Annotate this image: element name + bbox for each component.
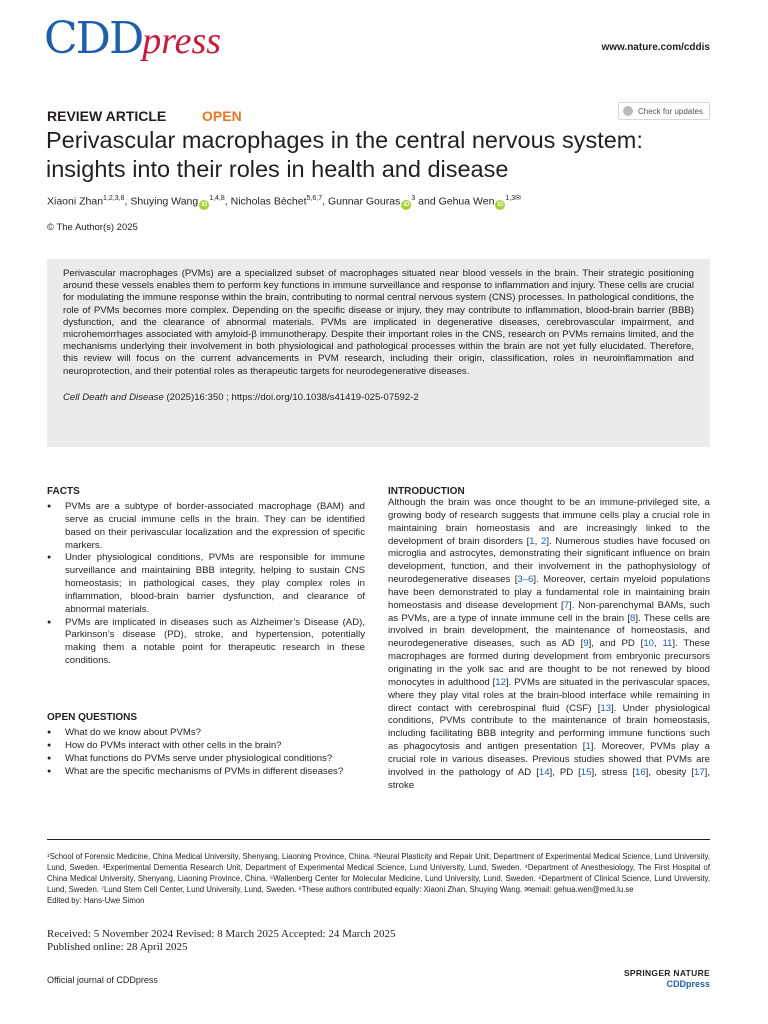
published-date: Published online: 28 April 2025 [47,941,188,953]
reference-link[interactable]: 1 [585,741,591,753]
orcid-icon[interactable]: iD [201,201,208,208]
author-name[interactable]: Shuying Wang [130,195,199,208]
facts-heading: FACTS [47,486,80,497]
reference-link[interactable]: 12 [495,676,506,688]
reference-link[interactable]: 10 [643,638,654,650]
reference-link[interactable]: 7 [563,599,570,611]
right-column [388,486,710,792]
orcid-icon[interactable]: iD [403,201,410,208]
reference-link[interactable]: 11 [662,638,673,650]
reference-link[interactable]: 15 [580,766,592,778]
intro-text-segment: ]. PVMs are situated in the perivascular spaces, where they play vital roles at the brain-blood interface while remaining in direct contact with cerebrospinal fluid (CSF) [ [388,676,710,714]
reference-link[interactable]: 2 [541,535,547,547]
logo-sub: press [142,20,222,62]
reference-link[interactable]: 3–6 [517,574,534,586]
author-name[interactable]: Gehua Wen [438,195,495,208]
author-list: Xiaoni Zhan$^{1,2,3,8}$, Shuying Wang iD$^{1,4,8}$, Nicholas Bèchet$^{5,6,7}$, Gunnar Gouras $iD^3$ and Gehua Wen $iD^{1,3✉}$ [47,195,522,208]
citation-doi[interactable]: (2025)16:350 ; https://doi.org/10.1038/s41419-025-07592-2 [163,391,419,403]
reference-link[interactable]: 17 [693,766,705,778]
list-item: ● PVMs are a subtype of border-associated macrophage (BAM) and serve as crucial immune cells in the brain. They can be identified based on their perivascular localization and the expression of specific markers. [47,501,365,552]
article-type: REVIEW ARTICLE [47,108,167,124]
reference-link[interactable]: 16 [634,766,646,778]
reference-link[interactable]: 14 [538,766,550,778]
publisher-bottom: CDDpress [666,979,710,989]
reference-link[interactable]: 9 [583,638,589,650]
citation-line [63,392,694,403]
reference-link[interactable]: 13 [600,702,612,714]
intro-text-segment: , [534,535,541,547]
abstract-box [47,259,710,447]
journal-logo [44,14,221,64]
article-dates [47,928,396,954]
reference-link[interactable]: 1 [529,535,535,547]
reference-link[interactable]: 8 [630,612,636,624]
refresh-icon [623,106,633,116]
intro-text-segment: ]. Numerous studies have focused on microglia and astrocytes, demonstrating their significant influence on brain development, function, and their involvement in the pathophysiology of neurodegenerative diseases [ [388,535,710,586]
intro-text-segment: ], stress [ [591,766,635,778]
affiliation-text: ¹School of Forensic Medicine, China Medical University, Shenyang, Liaoning Province, China. ²Neural Plasticity and Repair Unit, Department of Experimental Medical Science, Lund University, Lund, Sweden. ³Experimental Dementia Research Unit, Department of Experimental Medical Science, Lund University, Lund, Sweden. ⁴Department of Anesthesiology, The First Hospital of China Medical University, Shenyang, Liaoning Province, China. ⁵Wallenberg Center for Molecular Medicine, Lund University, Lund, Sweden. ⁶Department of Clinical Science, Lund University, Lund, Sweden. ⁷Lund Stem Cell Center, Lund University, Lund, Sweden. ⁸These authors contributed equally: Xiaoni Zhan, Shuying Wang. ✉email: gehua.wen@med.lu.se [47,852,710,894]
left-column [47,486,365,778]
intro-text-segment: ]. Non-parenchymal BAMs, such as PVMs, are a type of innate immune cell in the brain [ [388,599,710,624]
intro-text-segment: ], PD [ [549,766,581,778]
list-item: ● What are the specific mechanisms of PVMs in different diseases? [47,766,365,779]
site-url-link[interactable]: www.nature.com/cddis [601,42,710,53]
intro-text-segment: Although the brain was once thought to be an immune-privileged site, a growing body of research suggests that immune cells play a crucial role in maintaining brain homeostasis and are increasingly linked to the development of brain disorders [ [388,497,710,547]
footnote-divider [47,839,710,840]
copyright: © The Author(s) 2025 [47,222,138,233]
list-item: ● How do PVMs interact with other cells in the brain? [47,740,365,753]
title-line: insights into their roles in health and disease [46,156,509,182]
open-questions-heading: OPEN QUESTIONS [47,711,138,723]
open-questions-list [47,727,365,778]
journal-note: Official journal of CDDpress [47,975,158,985]
introduction-text [388,497,710,792]
list-item: ● What do we know about PVMs? [47,727,365,740]
intro-text-segment: ], and PD [ [588,638,644,650]
author-name[interactable]: Xiaoni Zhan [47,195,104,208]
introduction-heading: INTRODUCTION [388,486,465,497]
list-item: ● Under physiological conditions, PVMs are responsible for immune surveillance and maintaining BBB integrity, helping to sustain CNS homeostasis; in pathological cases, they play complex roles in inflammation, blood-brain barrier dysfunction, and clearance of abnormal materials. [47,552,365,616]
intro-text-segment: ]. Under physiological conditions, PVMs contribute to the maintenance of brain homeostasis, including facilitating BBB integrity and performing immune functions such as phagocytosis and antigen presentation [ [388,702,710,753]
publisher-top: SPRINGER NATURE [623,968,710,978]
intro-text-segment: , [653,638,663,650]
author-name[interactable]: Nicholas Bèchet [230,195,307,208]
check-updates-label: Check for updates [638,106,703,116]
orcid-icon[interactable]: iD [497,201,504,208]
article-title [46,126,726,184]
intro-text-segment: ]. Moreover, certain myeloid populations have been demonstrated to play a fundamental role in maintaining brain homeostasis and disease development [ [388,574,711,611]
author-name[interactable]: Gunnar Gouras [327,195,401,208]
intro-text-segment: ], obesity [ [645,766,694,778]
citation-journal: Cell Death and Disease [63,391,164,403]
check-updates-button[interactable] [618,102,710,120]
list-item: ● PVMs are implicated in diseases such as Alzheimer’s Disease (AD), Parkinson’s disease (PD), stroke, and hypertension, potentially making them a notable point for therapeutic research in these conditions. [47,617,365,668]
received-dates: Received: 5 November 2024 Revised: 8 March 2025 Accepted: 24 March 2025 [47,928,396,940]
publisher-logo [624,968,710,990]
edited-by: Edited by: Hans-Uwe Simon [47,896,145,905]
intro-text-segment: ]. These macrophages are formed during development from embryonic precursors originating in the yolk sac and are thought to be not renewed by blood monocytes in adulthood [ [388,638,711,688]
affiliations [47,851,710,906]
title-line: Perivascular macrophages in the central nervous system: [46,127,643,153]
list-item: ● What functions do PVMs serve under physiological conditions? [47,753,365,766]
intro-text-segment: ]. Moreover, PVMs play a crucial role in various diseases. Previous studies showed that PVMs are involved in the pathology of AD [ [388,741,710,778]
open-access-label: OPEN [202,108,242,124]
intro-text-segment: ], stroke [388,766,710,791]
intro-text-segment: ]. These cells are involved in brain development, the maintenance of homeostasis, and neurodegenerative diseases, such as AD [ [388,612,710,650]
abstract-text: Perivascular macrophages (PVMs) are a specialized subset of macrophages situated near blood vessels in the brain. Their strategic positioning around these vessels enables them to perform key functions in immune surveillance and response to inflammation and injury. These cells are crucial for modulating the immune response within the brain, contributing to normal central nervous system (CNS) processes. In pathological conditions, the role of PVMs becomes more complex. Depending on the specific disease or injury, they may contribute to inflammation, blood-brain barrier (BBB) dysfunction, and the clearance of abnormal materials. PVMs are implicated in degenerative diseases, cerebrovascular impairment, and microhemorrhages associated with amyloid-β immunotherapy. Despite their important roles in the CNS, research on PVMs remains limited, and the mechanisms underlying their involvement in both physiological and pathological processes within the brain are not yet fully elucidated. Therefore, this review will focus on the current advancements in PVM research, including their origin, classification, roles in neuroinflammation and neuroprotection, and their potential roles as therapeutic targets for neurodegenerative diseases. [63,268,694,377]
logo-main: CDD [44,13,143,64]
facts-list [47,501,365,668]
